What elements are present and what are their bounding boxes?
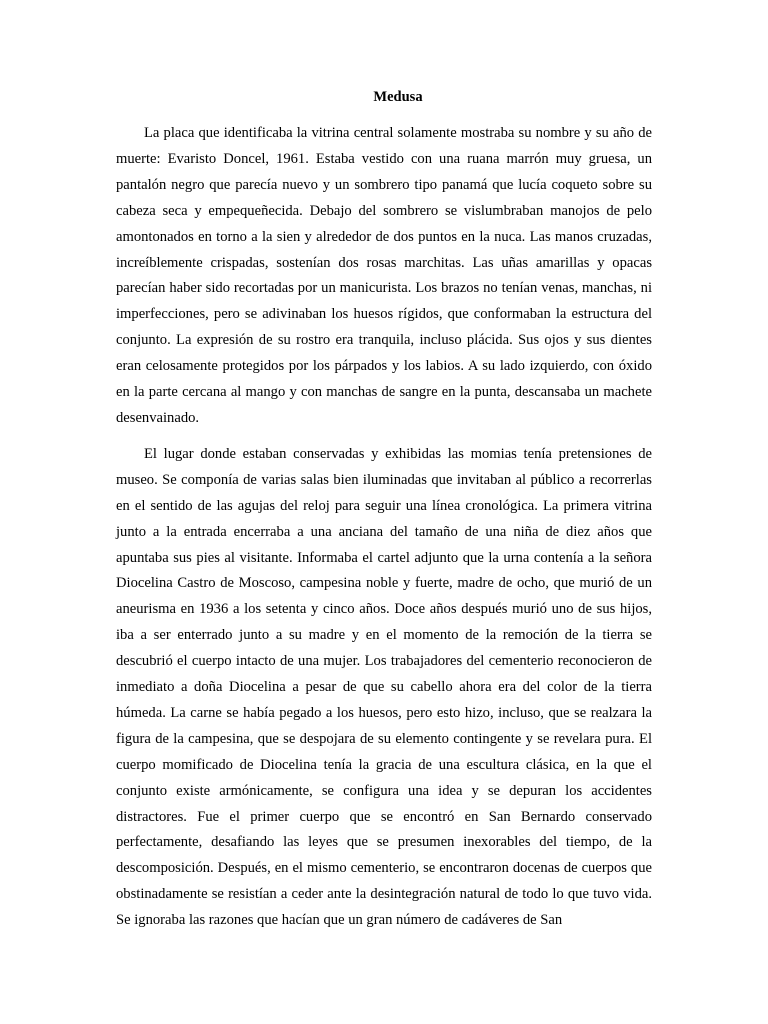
paragraph-evaristo-doncel: La placa que identificaba la vitrina central solamente mostraba su nombre y su año de muerte: Evaristo Doncel, 1961. Estaba vestido con una ruana marrón muy gruesa, un pantalón negro que parecía nuevo y un sombrero tipo panamá que lucía coqueto sobre su cabeza seca y empequeñecida. Debajo del sombrero se vislumbraban manojos de pelo amontonados en torno a la sien y alrededor de dos puntos en la nuca. Las manos cruzadas, increíblemente crispadas, sostenían dos rosas marchitas. Las uñas amarillas y opacas parecían haber sido recortadas por un manicurista. Los brazos no tenían venas, manchas, ni imperfecciones, pero se adivinaban los huesos rígidos, que conformaban la estructura del conjunto. La expresión de su rostro era tranquila, incluso plácida. Sus ojos y sus dientes eran celosamente protegidos por los párpados y los labios. A su lado izquierdo, con óxido en la parte cercana al mango y con manchas de sangre en la punta, descansaba un machete desenvainado. [116, 125, 652, 426]
paragraph-museo-momias: El lugar donde estaban conservadas y exhibidas las momias tenía pretensiones de museo. Se componía de varias salas bien iluminadas que invitaban al público a recorrerlas en el sentido de las agujas del reloj para seguir una línea cronológica. La primera vitrina junto a la entrada encerraba a una anciana del tamaño de una niña de diez años que apuntaba sus pies al visitante. Informaba el cartel adjunto que la urna contenía a la señora Diocelina Castro de Moscoso, campesina noble y fuerte, madre de ocho, que murió de un aneurisma en 1936 a los setenta y cinco años. Doce años después murió uno de sus hijos, iba a ser enterrado junto a su madre y en el momento de la remoción de la tierra se descubrió el cuerpo intacto de una mujer. Los trabajadores del cementerio reconocieron de inmediato a doña Diocelina a pesar de que su cabello ahora era del color de la tierra húmeda. La carne se había pegado a los huesos, pero esto hizo, incluso, que se realzara la figura de la campesina, que se despojara de su elemento contingente y se revelara pura. El cuerpo momificado de Diocelina tenía la gracia de una escultura clásica, en la que el conjunto existe armónicamente, se configura una idea y se depuran los accidentes distractores. Fue el primer cuerpo que se encontró en San Bernardo conservado perfectamente, desafiando las leyes que se presumen inexorables del tiempo, de la descomposición. Después, en el mismo cementerio, se encontraron docenas de cuerpos que obstinadamente se resistían a ceder ante la desintegración natural de todo lo que tuvo vida. Se ignoraba las razones que hacían que un gran número de cadáveres de San [116, 445, 652, 929]
document-title: Medusa [373, 89, 423, 105]
document-body [116, 121, 652, 934]
